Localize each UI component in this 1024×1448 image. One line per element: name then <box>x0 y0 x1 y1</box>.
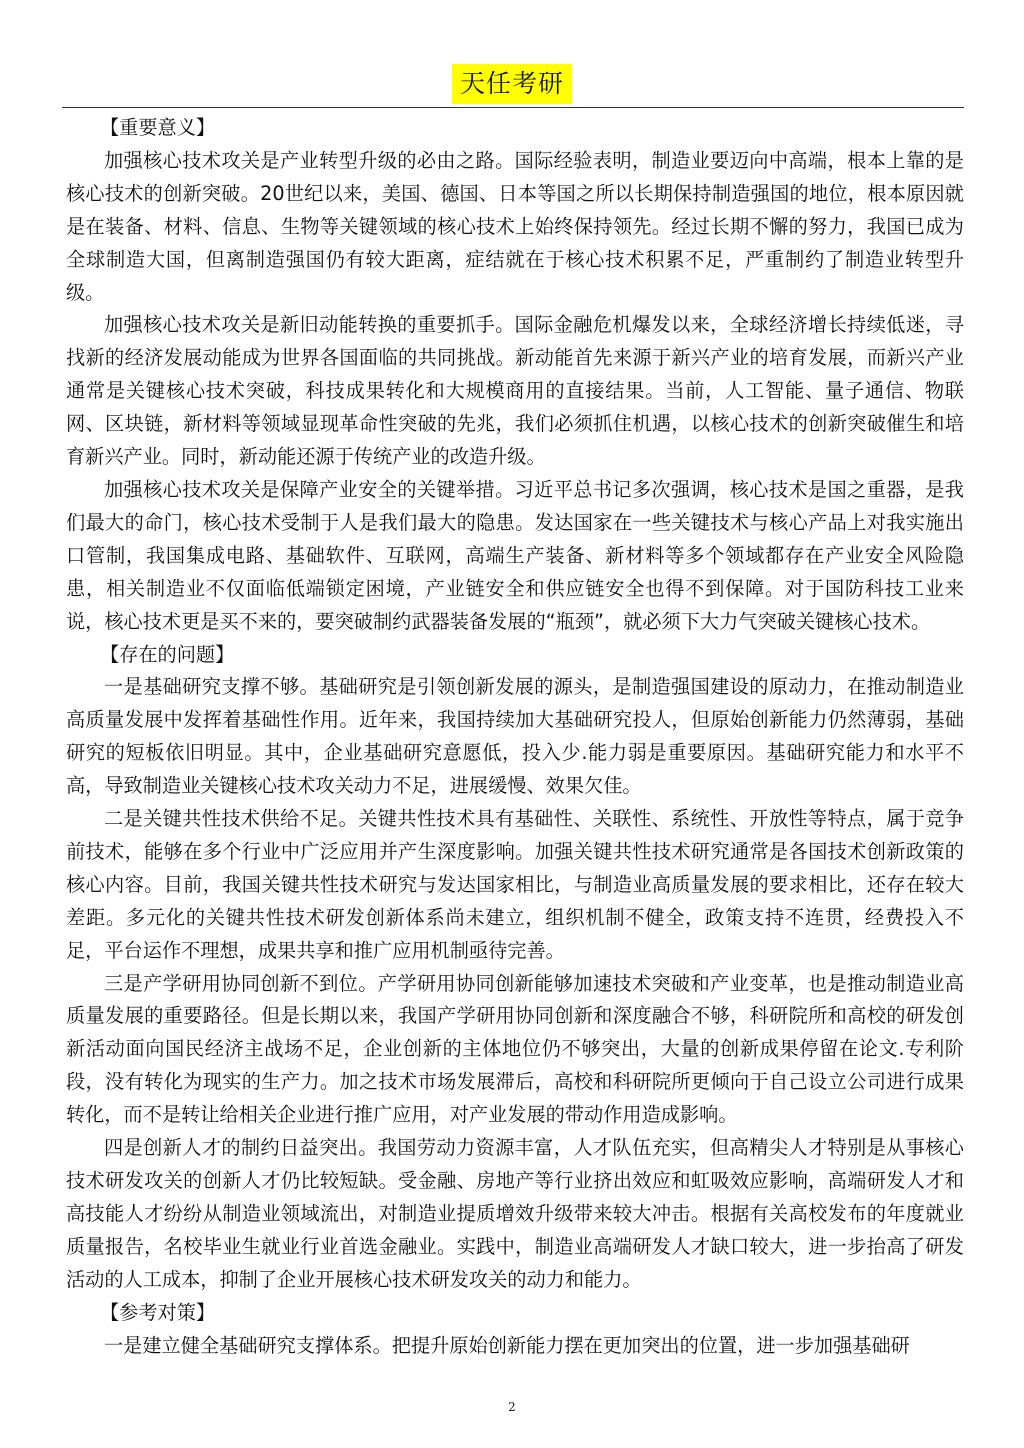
section-heading-problems: 【存在的问题】 <box>100 642 235 666</box>
paragraph-industry-security: 加强核心技术攻关是保障产业安全的关键举措。习近平总书记多次强调，核心技术是国之重器，是我们最大的命门，核心技术受制于人是我们最大的隐患。发达国家在一些关键技术与核心产品上对我实施出口管制，我国集成电路、基础软件、互联网，高端生产装备、新材料等多个领域都存在产业安全风险隐患，相关制造业不仅面临低端锁定困境，产业链安全和供应链安全也得不到保障。对于国防科技工业来说，核心技术更是买不来的，要突破制约武器装备发展的“瓶颈”，就必须下大力气突破关键核心技术。 <box>66 477 964 633</box>
paragraph-basic-research: 一是基础研究支撑不够。基础研究是引领创新发展的源头，是制造强国建设的原动力，在推动制造业高质量发展中发挥着基础性作用。近年来，我国持续加大基础研究投人，但原始创新能力仍然薄弱，基础研究的短板依旧明显。其中，企业基础研究意愿低，投入少.能力弱是重要原因。基础研究能力和水平不高，导致制造业关键核心技术攻关动力不足，进展缓慢、效果欠佳。 <box>66 675 964 798</box>
paragraph-industry-upgrade: 加强核心技术攻关是产业转型升级的必由之路。国际经验表明，制造业要迈向中高端，根本上靠的是核心技术的创新突破。20世纪以来，美国、德国、日本等国之所以长期保持制造强国的地位，根本原因就是在装备、材料、信息、生物等关键领域的核心技术上始终保持领先。经过长期不懈的努力，我国已成为全球制造大国，但离制造强国仍有较大距离，症结就在于核心技术积累不足，严重制约了制造业转型升级。 <box>66 148 964 304</box>
page-header <box>0 64 1024 104</box>
page-number: 2 <box>508 1400 516 1414</box>
paragraph-collaborative-innovation: 三是产学研用协同创新不到位。产学研用协同创新能够加速技术突破和产业变革，也是推动制造业高质量发展的重要路径。但是长期以来，我国产学研用协同创新和深度融合不够，科研院所和高校的研发创新活动面向国民经济主战场不足，企业创新的主体地位仍不够突出，大量的创新成果停留在论文.专利阶段，没有转化为现实的生产力。加之技术市场发展滞后，高校和科研院所更倾向于自己设立公司进行成果转化，而不是转让给相关企业进行推广应用，对产业发展的带动作用造成影响。 <box>66 971 964 1127</box>
paragraph-new-momentum: 加强核心技术攻关是新旧动能转换的重要抓手。国际金融危机爆发以来，全球经济增长持续低迷，寻找新的经济发展动能成为世界各国面临的共同挑战。新动能首先来源于新兴产业的培育发展，而新兴产业通常是关键核心技术突破，科技成果转化和大规模商用的直接结果。当前，人工智能、量子通信、物联网、区块链，新材料等领域显现革命性突破的先兆，我们必须抓住机遇，以核心技术的创新突破催生和培育新兴产业。同时，新动能还源于传统产业的改造升级。 <box>66 313 964 469</box>
paragraph-common-technology: 二是关键共性技术供给不足。关键共性技术具有基础性、关联性、系统性、开放性等特点，属于竞争前技术，能够在多个行业中广泛应用并产生深度影响。加强关键共性技术研究通常是各国技术创新政策的核心内容。目前，我国关键共性技术研究与发达国家相比，与制造业高质量发展的要求相比，还存在较大差距。多元化的关键共性技术研发创新体系尚未建立，组织机制不健全，政策支持不连贯，经费投入不足，平台运作不理想，成果共享和推广应用机制亟待完善。 <box>66 807 964 962</box>
header-rule <box>62 107 964 108</box>
section-heading-significance: 【重要意义】 <box>100 116 216 139</box>
section-heading-countermeasures: 【参考对策】 <box>100 1300 216 1324</box>
header-title: 天任考研 <box>452 64 572 104</box>
paragraph-innovation-talent: 四是创新人才的制约日益突出。我国劳动力资源丰富，人才队伍充实，但高精尖人才特别是从事核心技术研发攻关的创新人才仍比较短缺。受金融、房地产等行业挤出效应和虹吸效应影响，高端研发人才和高技能人才纷纷从制造业领域流出，对制造业提质增效升级带来较大冲击。根据有关高校发布的年度就业质量报告，名校毕业生就业行业首选金融业。实践中，制造业高端研发人才缺口较大，进一步抬高了研发活动的人工成本，抑制了企业开展核心技术研发攻关的动力和能力。 <box>66 1136 964 1291</box>
paragraph-research-system: 一是建立健全基础研究支撑体系。把提升原始创新能力摆在更加突出的位置，进一步加强基础研 <box>104 1333 910 1357</box>
document-body <box>66 112 964 1362</box>
